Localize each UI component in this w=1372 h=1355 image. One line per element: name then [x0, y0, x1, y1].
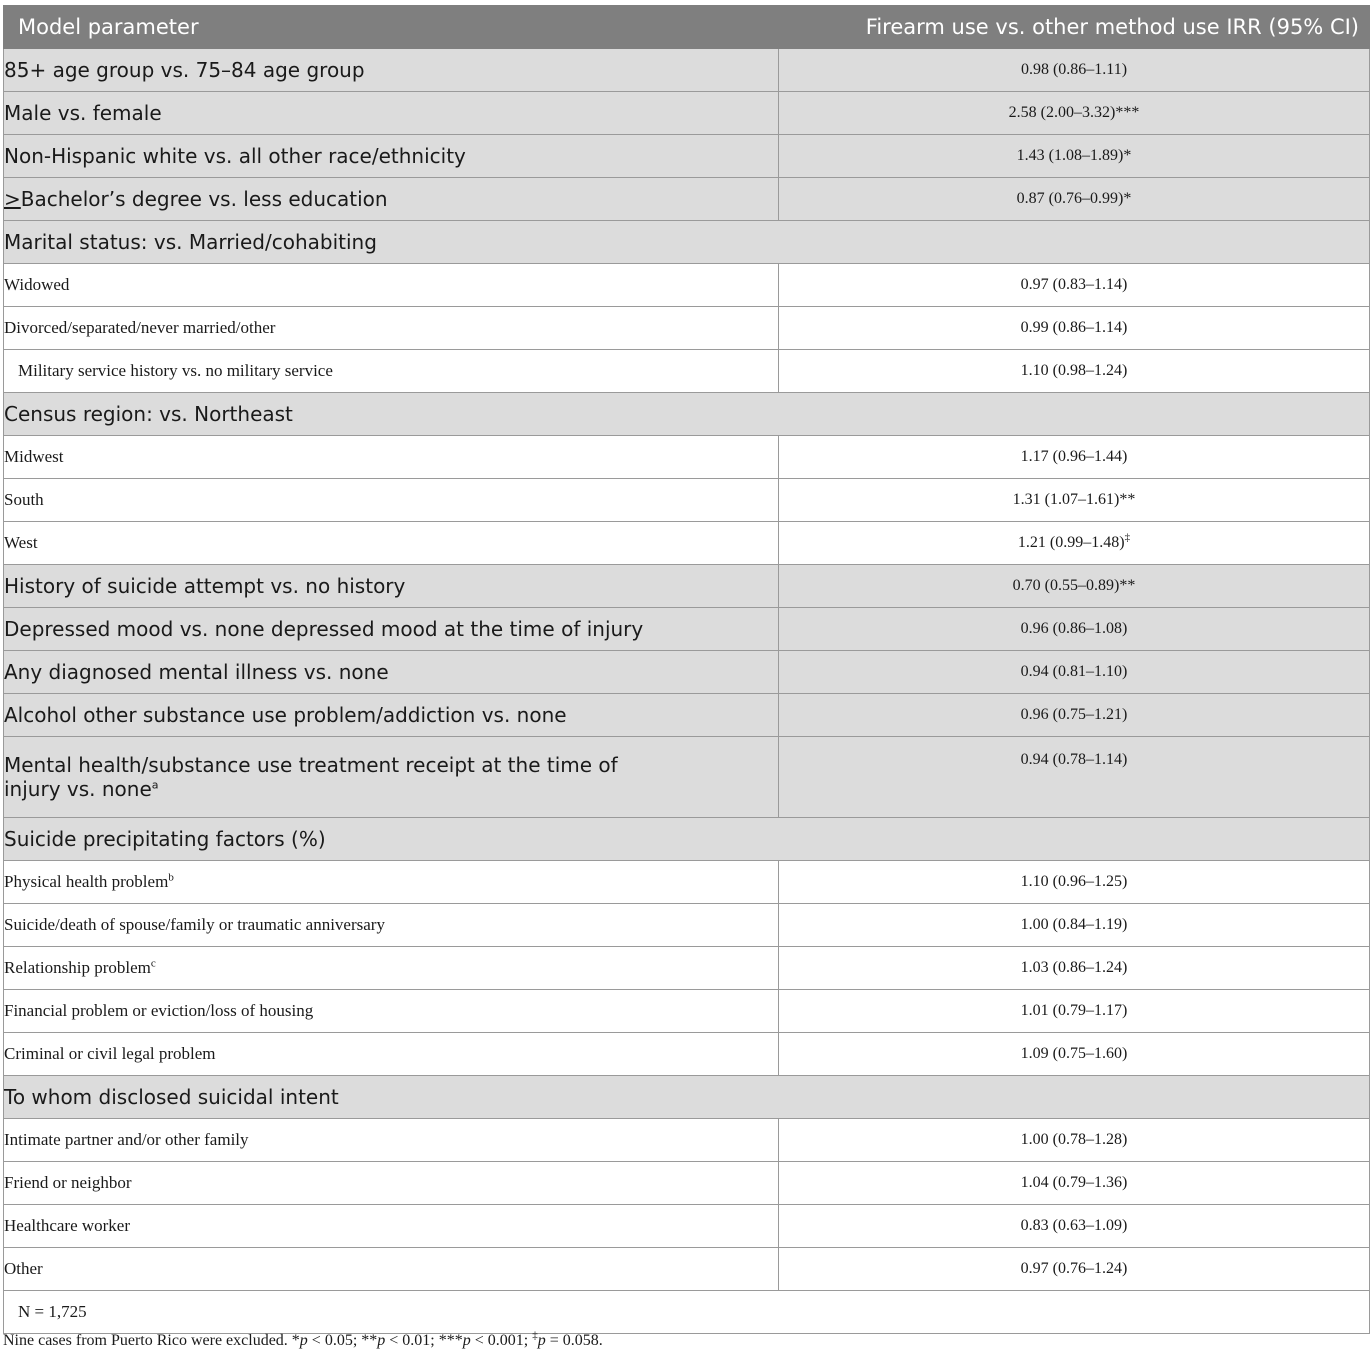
table-header-row: [4, 6, 1370, 49]
row-value: 1.43 (1.08–1.89)*: [779, 135, 1370, 178]
row-label: Intimate partner and/or other family: [4, 1119, 779, 1162]
footnote-p: p: [377, 1332, 386, 1349]
row-label: Other: [4, 1248, 779, 1291]
row-label: Friend or neighbor: [4, 1162, 779, 1205]
row-label: Financial problem or eviction/loss of housing: [4, 990, 779, 1033]
table-row: [4, 990, 1370, 1033]
footnote-mark-a: a: [151, 778, 159, 792]
row-value: 1.31 (1.07–1.61)**: [779, 479, 1370, 522]
section-label-disclosed-intent: To whom disclosed suicidal intent: [4, 1076, 1370, 1119]
row-label: Any diagnosed mental illness vs. none: [4, 651, 779, 694]
table-row: [4, 264, 1370, 307]
footnote-p: p: [537, 1332, 546, 1349]
double-dagger-mark: ‡: [1124, 531, 1131, 544]
table-row: [4, 737, 1370, 818]
row-value: 1.04 (0.79–1.36): [779, 1162, 1370, 1205]
row-value: 1.03 (0.86–1.24): [779, 947, 1370, 990]
row-label: Military service history vs. no military service: [4, 350, 779, 393]
row-label: [4, 178, 779, 221]
row-value: 0.96 (0.75–1.21): [779, 694, 1370, 737]
table-row: [4, 1162, 1370, 1205]
row-label: Divorced/separated/never married/other: [4, 307, 779, 350]
row-label: South: [4, 479, 779, 522]
row-value: 1.10 (0.96–1.25): [779, 861, 1370, 904]
row-label: 85+ age group vs. 75–84 age group: [4, 49, 779, 92]
row-label: Criminal or civil legal problem: [4, 1033, 779, 1076]
footnote-mark-c: c: [150, 957, 156, 970]
table-row: [4, 565, 1370, 608]
header-irr: Firearm use vs. other method use IRR (95% CI): [779, 6, 1370, 49]
table-row: [4, 947, 1370, 990]
row-value: 1.01 (0.79–1.17): [779, 990, 1370, 1033]
table-row: [4, 1033, 1370, 1076]
row-label-text: Bachelor’s degree vs. less education: [20, 187, 388, 211]
row-label: Alcohol other substance use problem/addiction vs. none: [4, 694, 779, 737]
row-value: 0.94 (0.81–1.10): [779, 651, 1370, 694]
row-value: 0.94 (0.78–1.14): [779, 737, 1370, 818]
row-label: History of suicide attempt vs. no history: [4, 565, 779, 608]
table-row: [4, 651, 1370, 694]
row-value: 0.96 (0.86–1.08): [779, 608, 1370, 651]
table-row: [4, 436, 1370, 479]
row-label: Healthcare worker: [4, 1205, 779, 1248]
footnote-t4: = 0.058.: [545, 1332, 603, 1349]
row-value: 1.00 (0.78–1.28): [779, 1119, 1370, 1162]
row-label: Widowed: [4, 264, 779, 307]
table-row: [4, 92, 1370, 135]
row-label: Non-Hispanic white vs. all other race/ethnicity: [4, 135, 779, 178]
row-label-line1: Mental health/substance use treatment receipt at the time of: [4, 753, 618, 777]
row-value: 0.87 (0.76–0.99)*: [779, 178, 1370, 221]
table-row: [4, 861, 1370, 904]
footnote-lead: Nine cases from Puerto Rico were excluded. *: [3, 1332, 300, 1349]
row-label-text: Physical health problem: [4, 872, 169, 891]
row-value: 1.00 (0.84–1.19): [779, 904, 1370, 947]
row-label: Suicide/death of spouse/family or traumatic anniversary: [4, 904, 779, 947]
row-value: 0.70 (0.55–0.89)**: [779, 565, 1370, 608]
irr-table: [3, 5, 1370, 1334]
section-header-row: [4, 818, 1370, 861]
row-label: [4, 861, 779, 904]
header-model-parameter: Model parameter: [4, 6, 779, 49]
row-label: [4, 737, 779, 818]
table-row: [4, 608, 1370, 651]
table-row: [4, 178, 1370, 221]
row-label-text: Relationship problem: [4, 958, 151, 977]
row-label-line2: injury vs. none: [4, 777, 152, 801]
table-row: [4, 307, 1370, 350]
row-value: 2.58 (2.00–3.32)***: [779, 92, 1370, 135]
section-header-row: [4, 221, 1370, 264]
row-label: West: [4, 522, 779, 565]
table-row: [4, 479, 1370, 522]
section-header-row: [4, 393, 1370, 436]
geq-symbol: >: [4, 187, 21, 211]
section-label-precipitating-factors: Suicide precipitating factors (%): [4, 818, 1370, 861]
section-header-row: [4, 1076, 1370, 1119]
footnote-t1: < 0.05; **: [307, 1332, 378, 1349]
sample-size: N = 1,725: [4, 1291, 1370, 1334]
section-label-marital-status: Marital status: vs. Married/cohabiting: [4, 221, 1370, 264]
row-label: Depressed mood vs. none depressed mood at the time of injury: [4, 608, 779, 651]
row-value: 0.83 (0.63–1.09): [779, 1205, 1370, 1248]
row-label: Male vs. female: [4, 92, 779, 135]
table-row: [4, 522, 1370, 565]
table-row: [4, 1119, 1370, 1162]
table-footnote: [3, 1329, 603, 1350]
row-label: Midwest: [4, 436, 779, 479]
table-row: [4, 135, 1370, 178]
row-value-text: 1.21 (0.99–1.48): [1017, 534, 1125, 551]
table-row: [4, 1205, 1370, 1248]
row-value: 0.97 (0.83–1.14): [779, 264, 1370, 307]
sample-size-row: [4, 1291, 1370, 1334]
table-row: [4, 1248, 1370, 1291]
footnote-mark-b: b: [168, 871, 174, 884]
table-row: [4, 694, 1370, 737]
row-label: [4, 947, 779, 990]
footnote-t3: < 0.001;: [470, 1332, 533, 1349]
footnote-dagger: ‡: [532, 1329, 538, 1342]
row-value: 0.97 (0.76–1.24): [779, 1248, 1370, 1291]
row-value: 0.99 (0.86–1.14): [779, 307, 1370, 350]
table-row: [4, 904, 1370, 947]
row-value: [779, 522, 1370, 565]
section-label-census-region: Census region: vs. Northeast: [4, 393, 1370, 436]
row-value: 0.98 (0.86–1.11): [779, 49, 1370, 92]
row-value: 1.09 (0.75–1.60): [779, 1033, 1370, 1076]
table-row: [4, 49, 1370, 92]
footnote-p: p: [462, 1332, 471, 1349]
row-value: 1.17 (0.96–1.44): [779, 436, 1370, 479]
footnote-p: p: [299, 1332, 308, 1349]
row-value: 1.10 (0.98–1.24): [779, 350, 1370, 393]
table-row: [4, 350, 1370, 393]
footnote-t2: < 0.01; ***: [385, 1332, 463, 1349]
